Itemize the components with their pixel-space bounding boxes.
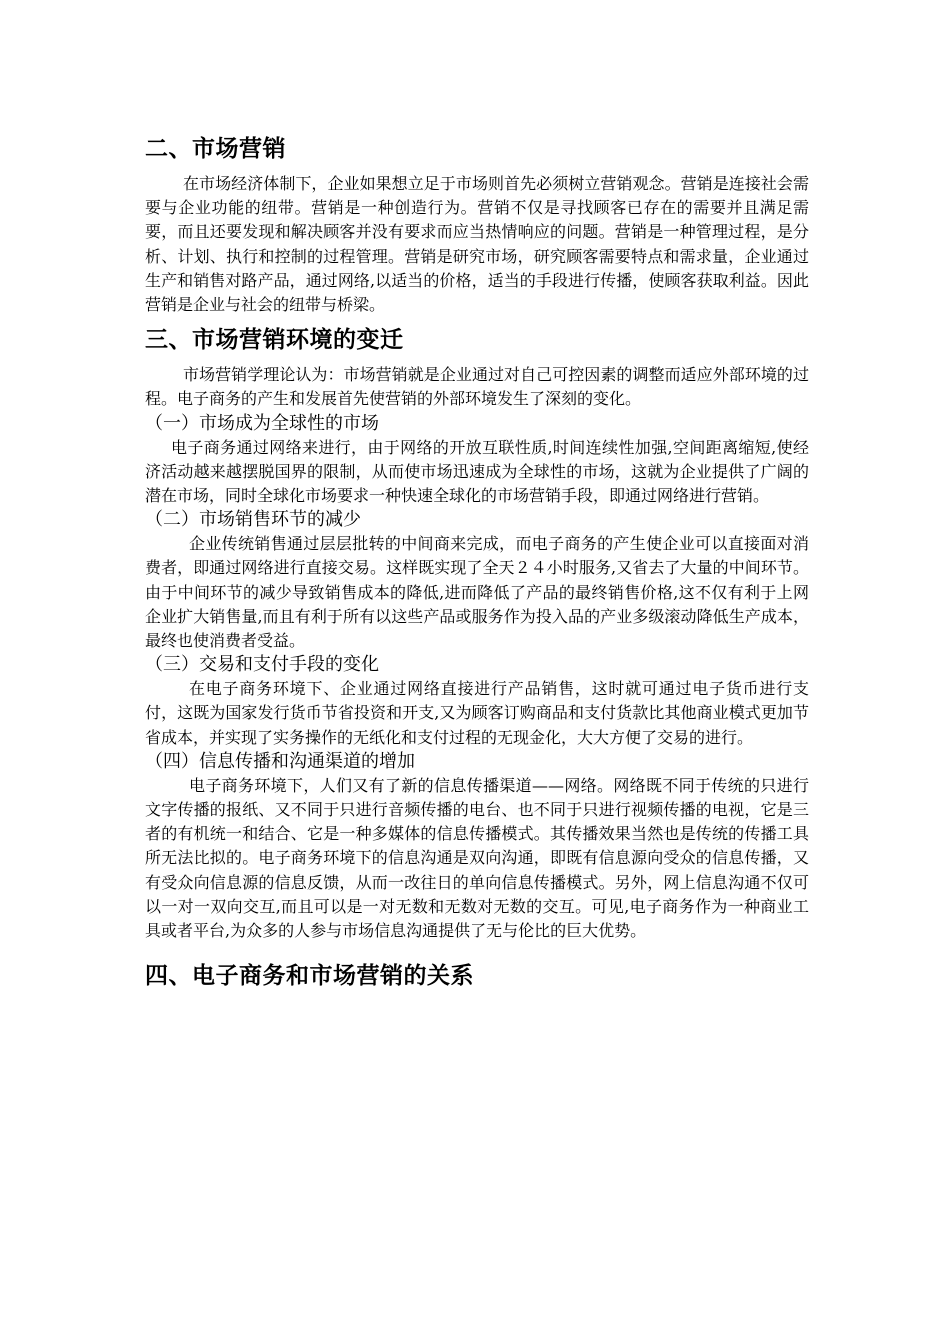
document-page [145, 132, 809, 993]
section-heading-relationship: 四、电子商务和市场营销的关系 [145, 963, 474, 990]
subheading-sales-links: （二）市场销售环节的减少 [145, 509, 361, 531]
subheading-global-market: （一）市场成为全球性的市场 [145, 412, 379, 434]
paragraph-global-market: 电子商务通过网络来进行，由于网络的开放互联性质,时间连续性加强,空间距离缩短,使经济活动越来越摆脱国界的限制，从而使市场迅速成为全球性的市场，这就为企业提供了广阔的潜在市场，同时全球化市场要求一种快速全球化的市场营销手段，即通过网络进行营销。 [145, 437, 809, 506]
paragraph-sales-links: 企业传统销售通过层层批转的中间商来完成，而电子商务的产生使企业可以直接面对消费者，即通过网络进行直接交易。这样既实现了全天２４小时服务,又省去了大量的中间环节。由于中间环节的减少导致销售成本的降低,进而降低了产品的最终销售价格,这不仅有利于上网企业扩大销售量,而且有利于所有以这些产品或服务作为投入品的产业多级滚动降低生产成本，最终也使消费者受益。 [145, 534, 809, 651]
subheading-payment: （三）交易和支付手段的变化 [145, 654, 379, 676]
paragraph-payment: 在电子商务环境下、企业通过网络直接进行产品销售，这时就可通过电子货币进行支付，这既为国家发行货币节省投资和开支,又为顾客订购商品和支付货款比其他商业模式更加节省成本，并实现了实务操作的无纸化和支付过程的无现金化，大大方便了交易的进行。 [145, 679, 809, 747]
paragraph-environment-intro: 市场营销学理论认为：市场营销就是企业通过对自己可控因素的调整而适应外部环境的过程。电子商务的产生和发展首先使营销的外部环境发生了深刻的变化。 [145, 365, 809, 409]
subheading-communication: （四）信息传播和沟通渠道的增加 [145, 750, 415, 772]
paragraph-communication: 电子商务环境下，人们又有了新的信息传播渠道——网络。网络既不同于传统的只进行文字传播的报纸、又不同于只进行音频传播的电台、也不同于只进行视频传播的电视，它是三者的有机统一和结合、它是一种多媒体的信息传播模式。其传播效果当然也是传统的传播工具所无法比拟的。电子商务环境下的信息沟通是双向沟通，即既有信息源向受众的信息传播，又有受众向信息源的信息反馈，从而一改往日的单向信息传播模式。另外，网上信息沟通不仅可以一对一双向交互,而且可以是一对无数和无数对无数的交互。可见,电子商务作为一种商业工具或者平台,为众多的人参与市场信息沟通提供了无与伦比的巨大优势。 [145, 775, 809, 941]
section-heading-marketing: 二、市场营销 [145, 136, 286, 162]
paragraph-marketing: 在市场经济体制下，企业如果想立足于市场则首先必须树立营销观念。营销是连接社会需要与企业功能的纽带。营销是一种创造行为。营销不仅是寻找顾客已存在的需要并且满足需要，而且还要发现和解决顾客并没有要求而应当热情响应的问题。营销是一种管理过程，是分析、计划、执行和控制的过程管理。营销是研究市场，研究顾客需要特点和需求量，企业通过生产和销售对路产品，通过网络,以适当的价格，适当的手段进行传播，使顾客获取利益。因此营销是企业与社会的纽带与桥梁。 [145, 174, 809, 315]
section-heading-environment-changes: 三、市场营销环境的变迁 [145, 327, 404, 354]
